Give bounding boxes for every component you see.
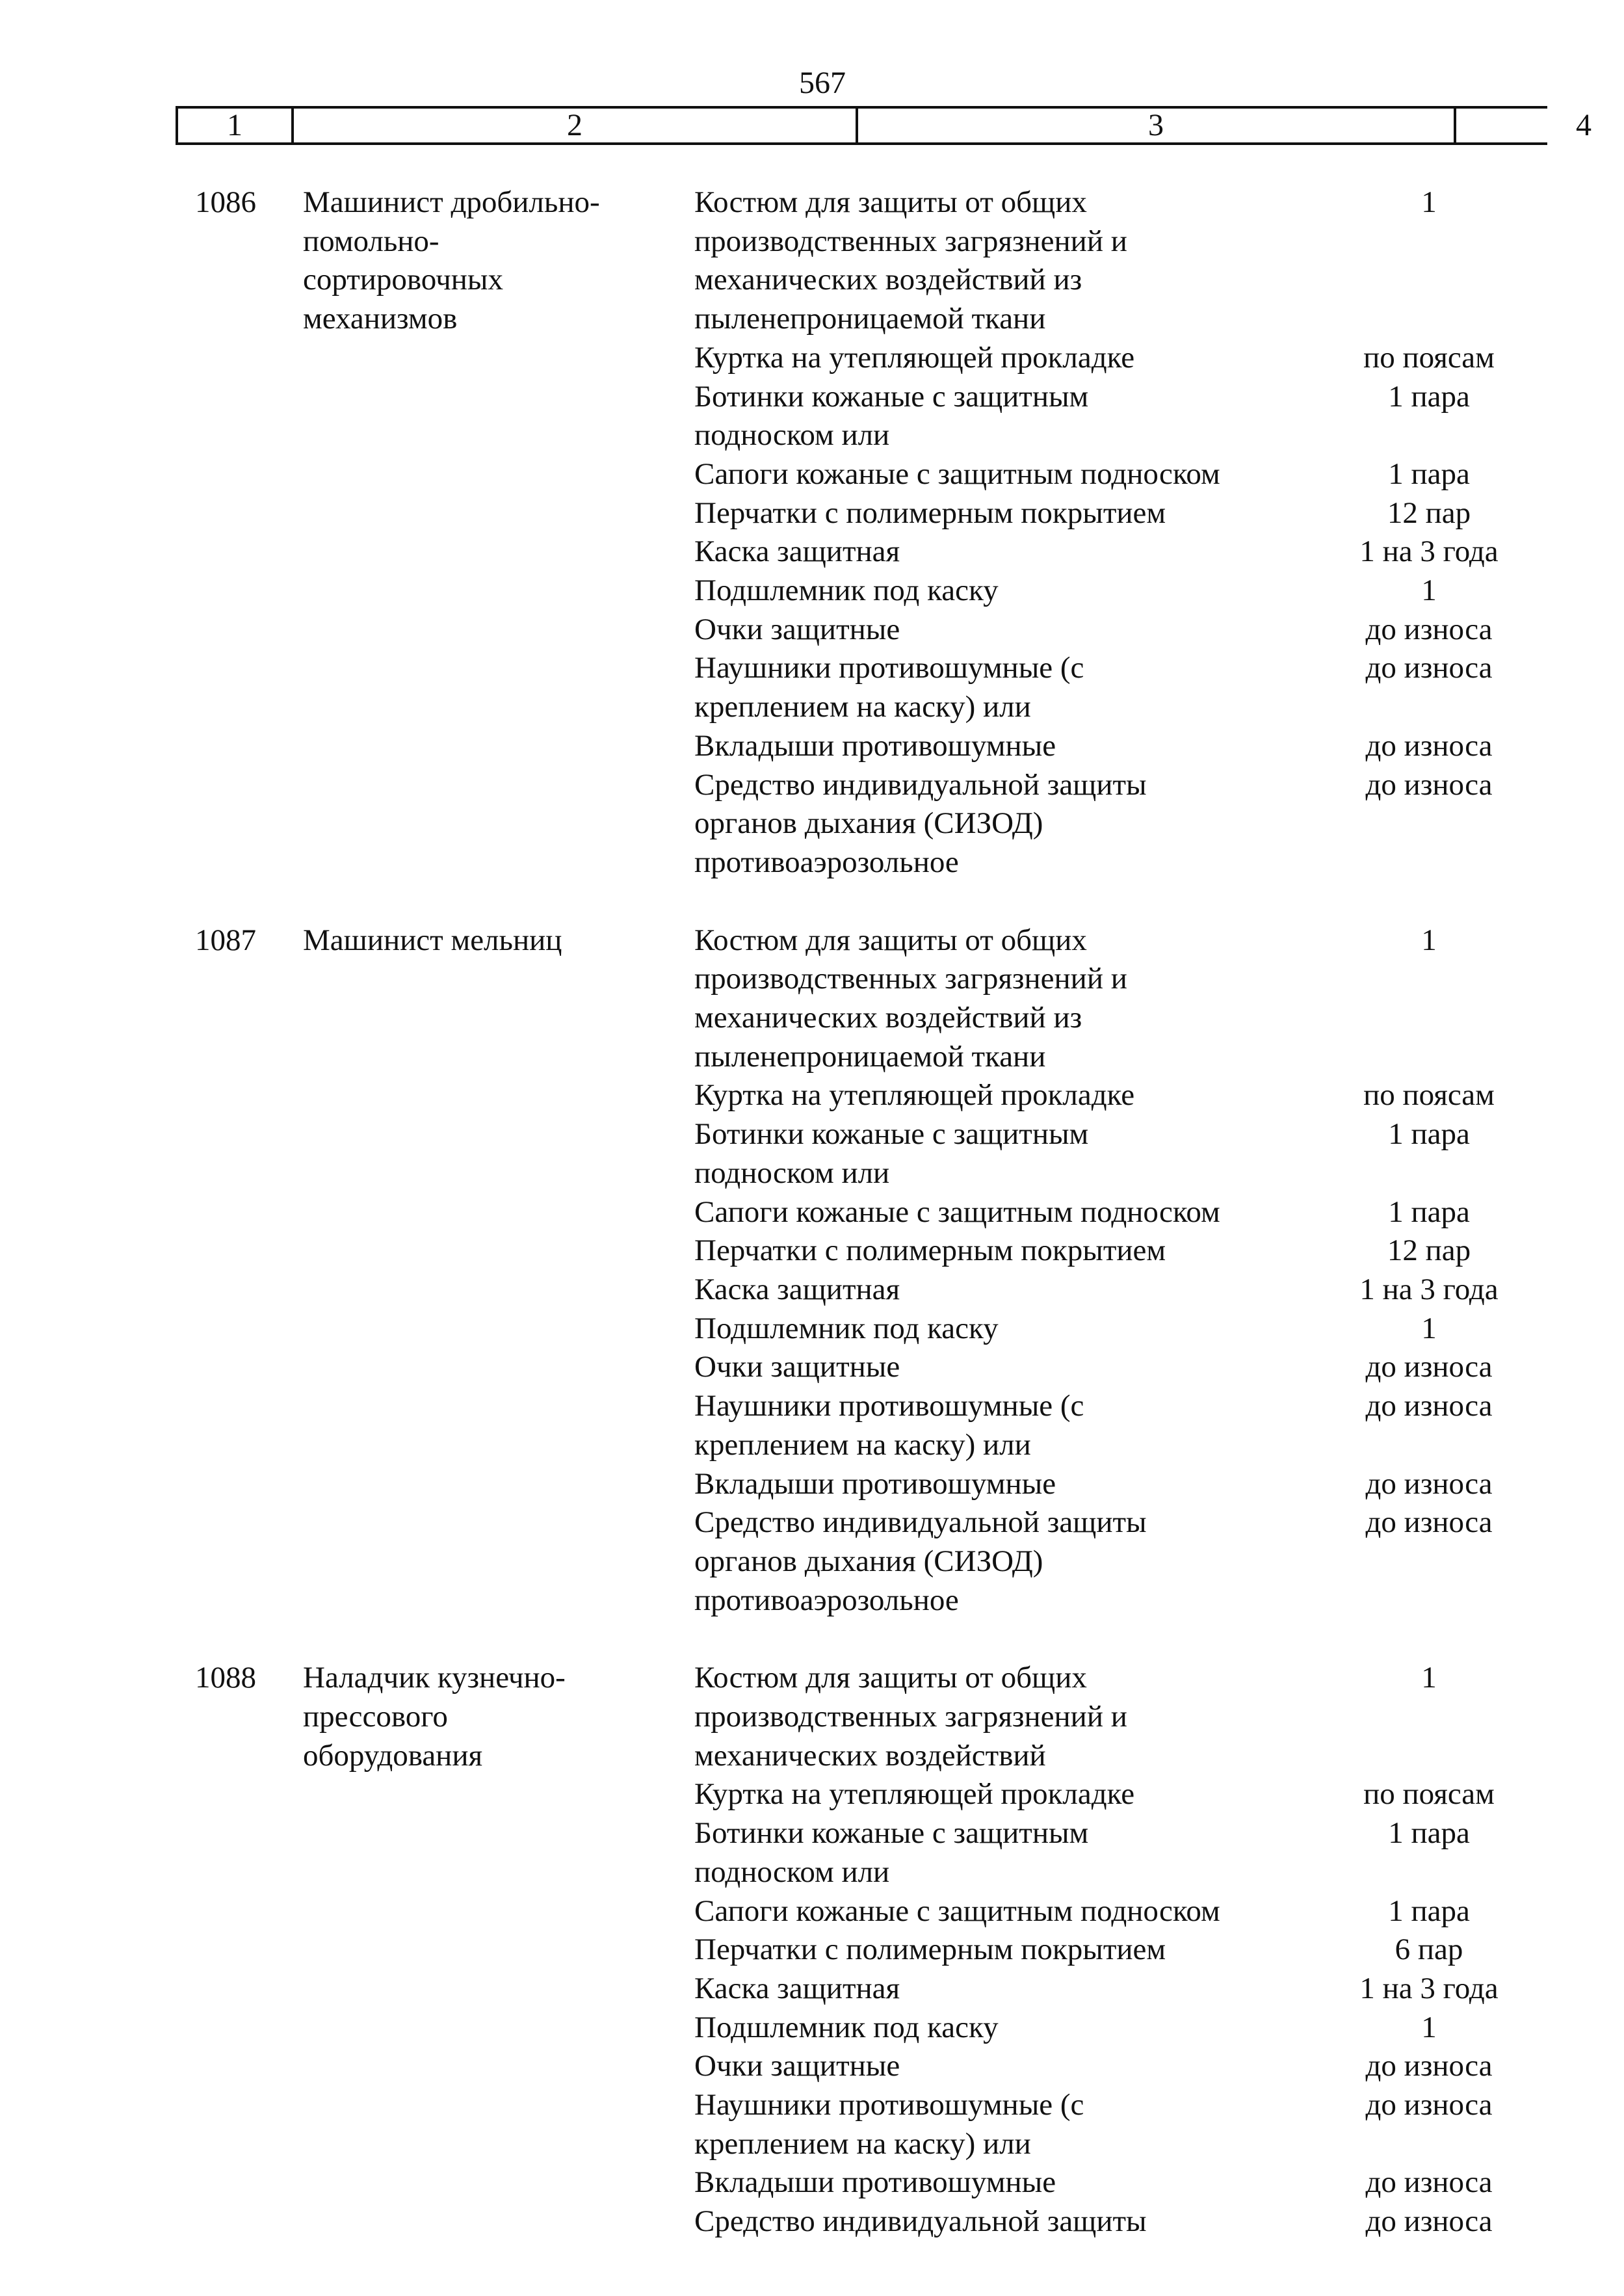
ppe-item-row [694,1931,1559,1970]
ppe-item-quantity-line: 1 [1421,185,1437,219]
ppe-item-name-line: Костюм для защиты от общих [694,1661,1087,1695]
ppe-item-quantity [1279,2163,1539,2202]
profession-line: оборудования [303,1738,483,1773]
ppe-item-row [694,727,1559,766]
ppe-item-row [694,1271,1559,1310]
ppe-item-name-line: механических воздействий из [694,263,1082,297]
ppe-item-row [694,1465,1559,1504]
ppe-item-name-line: креплением на каску) или [694,690,1031,724]
ppe-item-name-line: Вкладыши противошумные [694,1466,1056,1501]
ppe-item-row [694,1076,1559,1115]
table-header [176,106,1591,145]
ppe-item-name-line: Сапоги кожаные с защитным подноском [694,456,1220,491]
ppe-item-name [694,533,1279,572]
ppe-item-name [694,1814,1279,1892]
ppe-item-name-line: Куртка на утепляющей прокладке [694,340,1135,375]
ppe-item-name-line: Перчатки с полимерным покрытием [694,1234,1166,1268]
ppe-item-row [694,1775,1559,1814]
ppe-item-row [694,1193,1559,1232]
ppe-item-name-line: Перчатки с полимерным покрытием [694,1933,1166,1967]
ppe-item-name-line: Ботинки кожаные с защитным [694,1117,1089,1152]
ppe-item-name-line: Вкладыши противошумные [694,2165,1056,2200]
ppe-item-quantity [1279,2202,1539,2241]
ppe-item-name-line: подноском или [694,418,890,453]
ppe-item-name [694,1115,1279,1193]
ppe-item-name-line: Средство индивидуальной защиты [694,767,1147,802]
ppe-item-quantity [1279,921,1539,1077]
ppe-item-name-line: Ботинки кожаные с защитным [694,379,1089,414]
ppe-item-quantity [1279,1387,1539,1464]
ppe-item-row [694,611,1559,650]
ppe-item-quantity-line: 1 на 3 года [1359,534,1499,569]
ppe-item-name-line: Вкладыши противошумные [694,728,1056,763]
ppe-item-name-line: Наушники противошумные (с [694,1389,1084,1423]
ppe-item-quantity [1279,1348,1539,1387]
profession-line: прессового [303,1700,448,1734]
ppe-item-name-line: Подшлемник под каску [694,2010,999,2044]
ppe-item-row [694,1814,1559,1892]
ppe-item-list [694,183,1559,882]
ppe-item-quantity-line: до износа [1365,2165,1493,2200]
ppe-item-row [694,2009,1559,2048]
ppe-item-name-line: Сапоги кожаные с защитным подноском [694,1194,1220,1229]
ppe-item-name [694,2086,1279,2163]
ppe-item-row [694,921,1559,1077]
ppe-item-name-line: Наушники противошумные (с [694,651,1084,685]
ppe-item-row [694,183,1559,339]
ppe-item-name [694,1348,1279,1387]
ppe-item-row [694,572,1559,611]
ppe-item-row [694,378,1559,455]
ppe-item-name [694,494,1279,533]
ppe-item-name [694,1271,1279,1310]
profession-line: Машинист мельниц [303,923,562,957]
ppe-item-quantity [1279,1271,1539,1310]
ppe-item-quantity [1279,1814,1539,1892]
ppe-item-quantity-line: по поясам [1363,340,1495,375]
ppe-item-quantity [1279,339,1539,378]
profession-name [303,921,667,960]
ppe-item-name-line: Ботинки кожаные с защитным [694,1816,1089,1851]
profession-name [303,183,667,339]
ppe-item-quantity-line: 12 пар [1387,1234,1471,1268]
ppe-item-name [694,1232,1279,1271]
ppe-item-quantity [1279,533,1539,572]
ppe-item-quantity [1279,1193,1539,1232]
ppe-item-quantity [1279,1892,1539,1931]
ppe-item-row [694,455,1559,494]
ppe-item-name [694,1892,1279,1931]
ppe-item-name-line: Очки защитные [694,1350,900,1384]
ppe-item-name [694,1970,1279,2009]
ppe-item-name [694,649,1279,726]
ppe-item-row [694,2086,1559,2163]
ppe-item-name-line: Перчатки с полимерным покрытием [694,495,1166,530]
ppe-item-name [694,2202,1279,2241]
entry-number: 1087 [195,923,256,957]
ppe-item-row [694,1503,1559,1620]
ppe-item-name-line: пыленепроницаемой ткани [694,1039,1046,1074]
ppe-item-row [694,766,1559,882]
ppe-item-name-line: производственных загрязнений и [694,224,1127,258]
ppe-item-quantity-line: до износа [1365,612,1493,646]
ppe-item-name-line: Очки защитные [694,612,900,646]
ppe-item-quantity [1279,1465,1539,1504]
table-entry [0,921,1624,1620]
ppe-item-quantity [1279,1232,1539,1271]
ppe-item-name-line: Сапоги кожаные с защитным подноском [694,1894,1220,1928]
ppe-item-quantity [1279,766,1539,882]
ppe-item-name-line: противоаэрозольное [694,1583,959,1617]
header-col-1: 1 [178,109,294,142]
ppe-item-name-line: органов дыхания (СИЗОД) [694,1544,1043,1578]
ppe-item-quantity [1279,1115,1539,1193]
ppe-item-name [694,1465,1279,1504]
ppe-item-quantity-line: 1 на 3 года [1359,1272,1499,1306]
ppe-item-row [694,649,1559,726]
ppe-item-row [694,1232,1559,1271]
entry-number: 1086 [195,185,256,219]
ppe-item-name [694,1193,1279,1232]
ppe-item-row [694,1115,1559,1193]
ppe-item-name [694,2163,1279,2202]
ppe-item-name-line: Подшлемник под каску [694,1311,999,1345]
ppe-item-name-line: креплением на каску) или [694,2126,1031,2161]
ppe-item-row [694,1970,1559,2009]
header-col-4: 4 [1576,108,1591,142]
ppe-item-quantity-line: до износа [1365,2204,1493,2239]
ppe-item-quantity-line: до износа [1365,767,1493,802]
ppe-item-list [694,921,1559,1620]
ppe-item-name [694,2047,1279,2086]
ppe-item-quantity [1279,2086,1539,2163]
header-col-2: 2 [294,109,858,142]
ppe-item-name-line: органов дыхания (СИЗОД) [694,806,1043,841]
ppe-item-name-line: Наушники противошумные (с [694,2088,1084,2122]
ppe-item-quantity-line: до износа [1365,728,1493,763]
ppe-item-quantity [1279,572,1539,611]
ppe-item-quantity-line: до износа [1365,1505,1493,1540]
ppe-item-quantity [1279,1503,1539,1620]
ppe-item-quantity [1279,455,1539,494]
ppe-item-quantity [1279,649,1539,726]
ppe-item-quantity-line: 1 [1421,574,1437,608]
ppe-item-quantity [1279,1076,1539,1115]
ppe-item-quantity-line: 1 пара [1388,456,1470,491]
header-col-3: 3 [858,109,1456,142]
ppe-item-name-line: производственных загрязнений и [694,1700,1127,1734]
ppe-item-name-line: креплением на каску) или [694,1427,1031,1462]
table-body [0,183,1624,2280]
ppe-item-quantity-line: до износа [1365,1389,1493,1423]
profession-line: механизмов [303,302,458,336]
ppe-item-quantity-line: до износа [1365,2088,1493,2122]
ppe-item-quantity-line: 1 пара [1388,379,1470,414]
ppe-item-name-line: механических воздействий из [694,1001,1082,1035]
ppe-item-name-line: пыленепроницаемой ткани [694,302,1046,336]
ppe-item-name [694,378,1279,455]
ppe-item-name [694,183,1279,339]
ppe-item-name [694,2009,1279,2048]
ppe-item-name [694,1775,1279,1814]
ppe-item-name [694,339,1279,378]
ppe-item-row [694,1348,1559,1387]
ppe-item-quantity [1279,2009,1539,2048]
ppe-item-quantity [1279,183,1539,339]
ppe-item-name-line: Подшлемник под каску [694,574,999,608]
ppe-item-name [694,455,1279,494]
ppe-item-quantity-line: 1 пара [1388,1117,1470,1152]
profession-line: Наладчик кузнечно- [303,1661,566,1695]
ppe-item-name-line: противоаэрозольное [694,845,959,879]
ppe-item-quantity [1279,1970,1539,2009]
ppe-item-name-line: производственных загрязнений и [694,962,1127,996]
ppe-item-name-line: механических воздействий [694,1738,1046,1773]
ppe-item-name [694,1931,1279,1970]
ppe-item-quantity [1279,1931,1539,1970]
table-entry [0,1659,1624,2241]
ppe-item-name [694,572,1279,611]
ppe-item-quantity [1279,727,1539,766]
ppe-item-name [694,766,1279,882]
ppe-item-name [694,921,1279,1077]
ppe-item-quantity [1279,1310,1539,1349]
ppe-item-row [694,1387,1559,1464]
ppe-item-quantity-line: 6 пар [1395,1933,1463,1967]
profession-line: сортировочных [303,263,503,297]
ppe-item-row [694,1892,1559,1931]
profession-name [303,1659,667,1775]
ppe-item-name-line: Каска защитная [694,1971,900,2005]
ppe-item-name-line: Средство индивидуальной защиты [694,1505,1147,1540]
ppe-item-quantity-line: по поясам [1363,1777,1495,1812]
ppe-item-quantity [1279,611,1539,650]
ppe-item-quantity-line: 1 пара [1388,1194,1470,1229]
ppe-item-name-line: Очки защитные [694,2049,900,2083]
ppe-item-quantity-line: до износа [1365,2049,1493,2083]
ppe-item-row [694,2202,1559,2241]
ppe-item-quantity-line: до износа [1365,1350,1493,1384]
ppe-item-quantity-line: 1 [1421,923,1437,957]
ppe-item-name-line: Средство индивидуальной защиты [694,2204,1147,2239]
ppe-item-name-line: Костюм для защиты от общих [694,923,1087,957]
ppe-item-quantity-line: 1 пара [1388,1816,1470,1851]
ppe-item-row [694,2047,1559,2086]
ppe-item-quantity-line: 12 пар [1387,495,1471,530]
ppe-item-quantity [1279,2047,1539,2086]
profession-line: Машинист дробильно- [303,185,600,219]
ppe-item-name [694,611,1279,650]
ppe-item-quantity [1279,1775,1539,1814]
ppe-item-quantity [1279,378,1539,455]
ppe-item-name [694,1659,1279,1775]
ppe-item-quantity-line: 1 пара [1388,1894,1470,1928]
ppe-item-name [694,1076,1279,1115]
ppe-item-row [694,494,1559,533]
ppe-item-quantity-line: 1 [1421,1661,1437,1695]
ppe-item-name-line: Каска защитная [694,534,900,569]
ppe-item-name-line: Костюм для защиты от общих [694,185,1087,219]
ppe-item-name-line: Каска защитная [694,1272,900,1306]
ppe-item-name [694,727,1279,766]
ppe-item-list [694,1659,1559,2241]
ppe-item-quantity-line: 1 [1421,1311,1437,1345]
ppe-item-row [694,1659,1559,1775]
ppe-item-quantity-line: 1 на 3 года [1359,1971,1499,2005]
page-number: 567 [799,66,846,100]
ppe-item-quantity-line: до износа [1365,651,1493,685]
ppe-item-row [694,533,1559,572]
ppe-item-row [694,2163,1559,2202]
ppe-item-quantity-line: до износа [1365,1466,1493,1501]
ppe-item-quantity [1279,494,1539,533]
profession-line: помольно- [303,224,439,258]
ppe-item-name-line: подноском или [694,1155,890,1190]
ppe-item-quantity-line: по поясам [1363,1078,1495,1113]
ppe-item-name-line: Куртка на утепляющей прокладке [694,1777,1135,1812]
ppe-item-name [694,1310,1279,1349]
ppe-item-row [694,1310,1559,1349]
ppe-item-name-line: подноском или [694,1854,890,1889]
entry-number: 1088 [195,1661,256,1695]
ppe-item-quantity [1279,1659,1539,1775]
ppe-item-name-line: Куртка на утепляющей прокладке [694,1078,1135,1113]
ppe-item-row [694,339,1559,378]
ppe-item-quantity-line: 1 [1421,2010,1437,2044]
table-entry [0,183,1624,882]
ppe-item-name [694,1503,1279,1620]
ppe-item-name [694,1387,1279,1464]
